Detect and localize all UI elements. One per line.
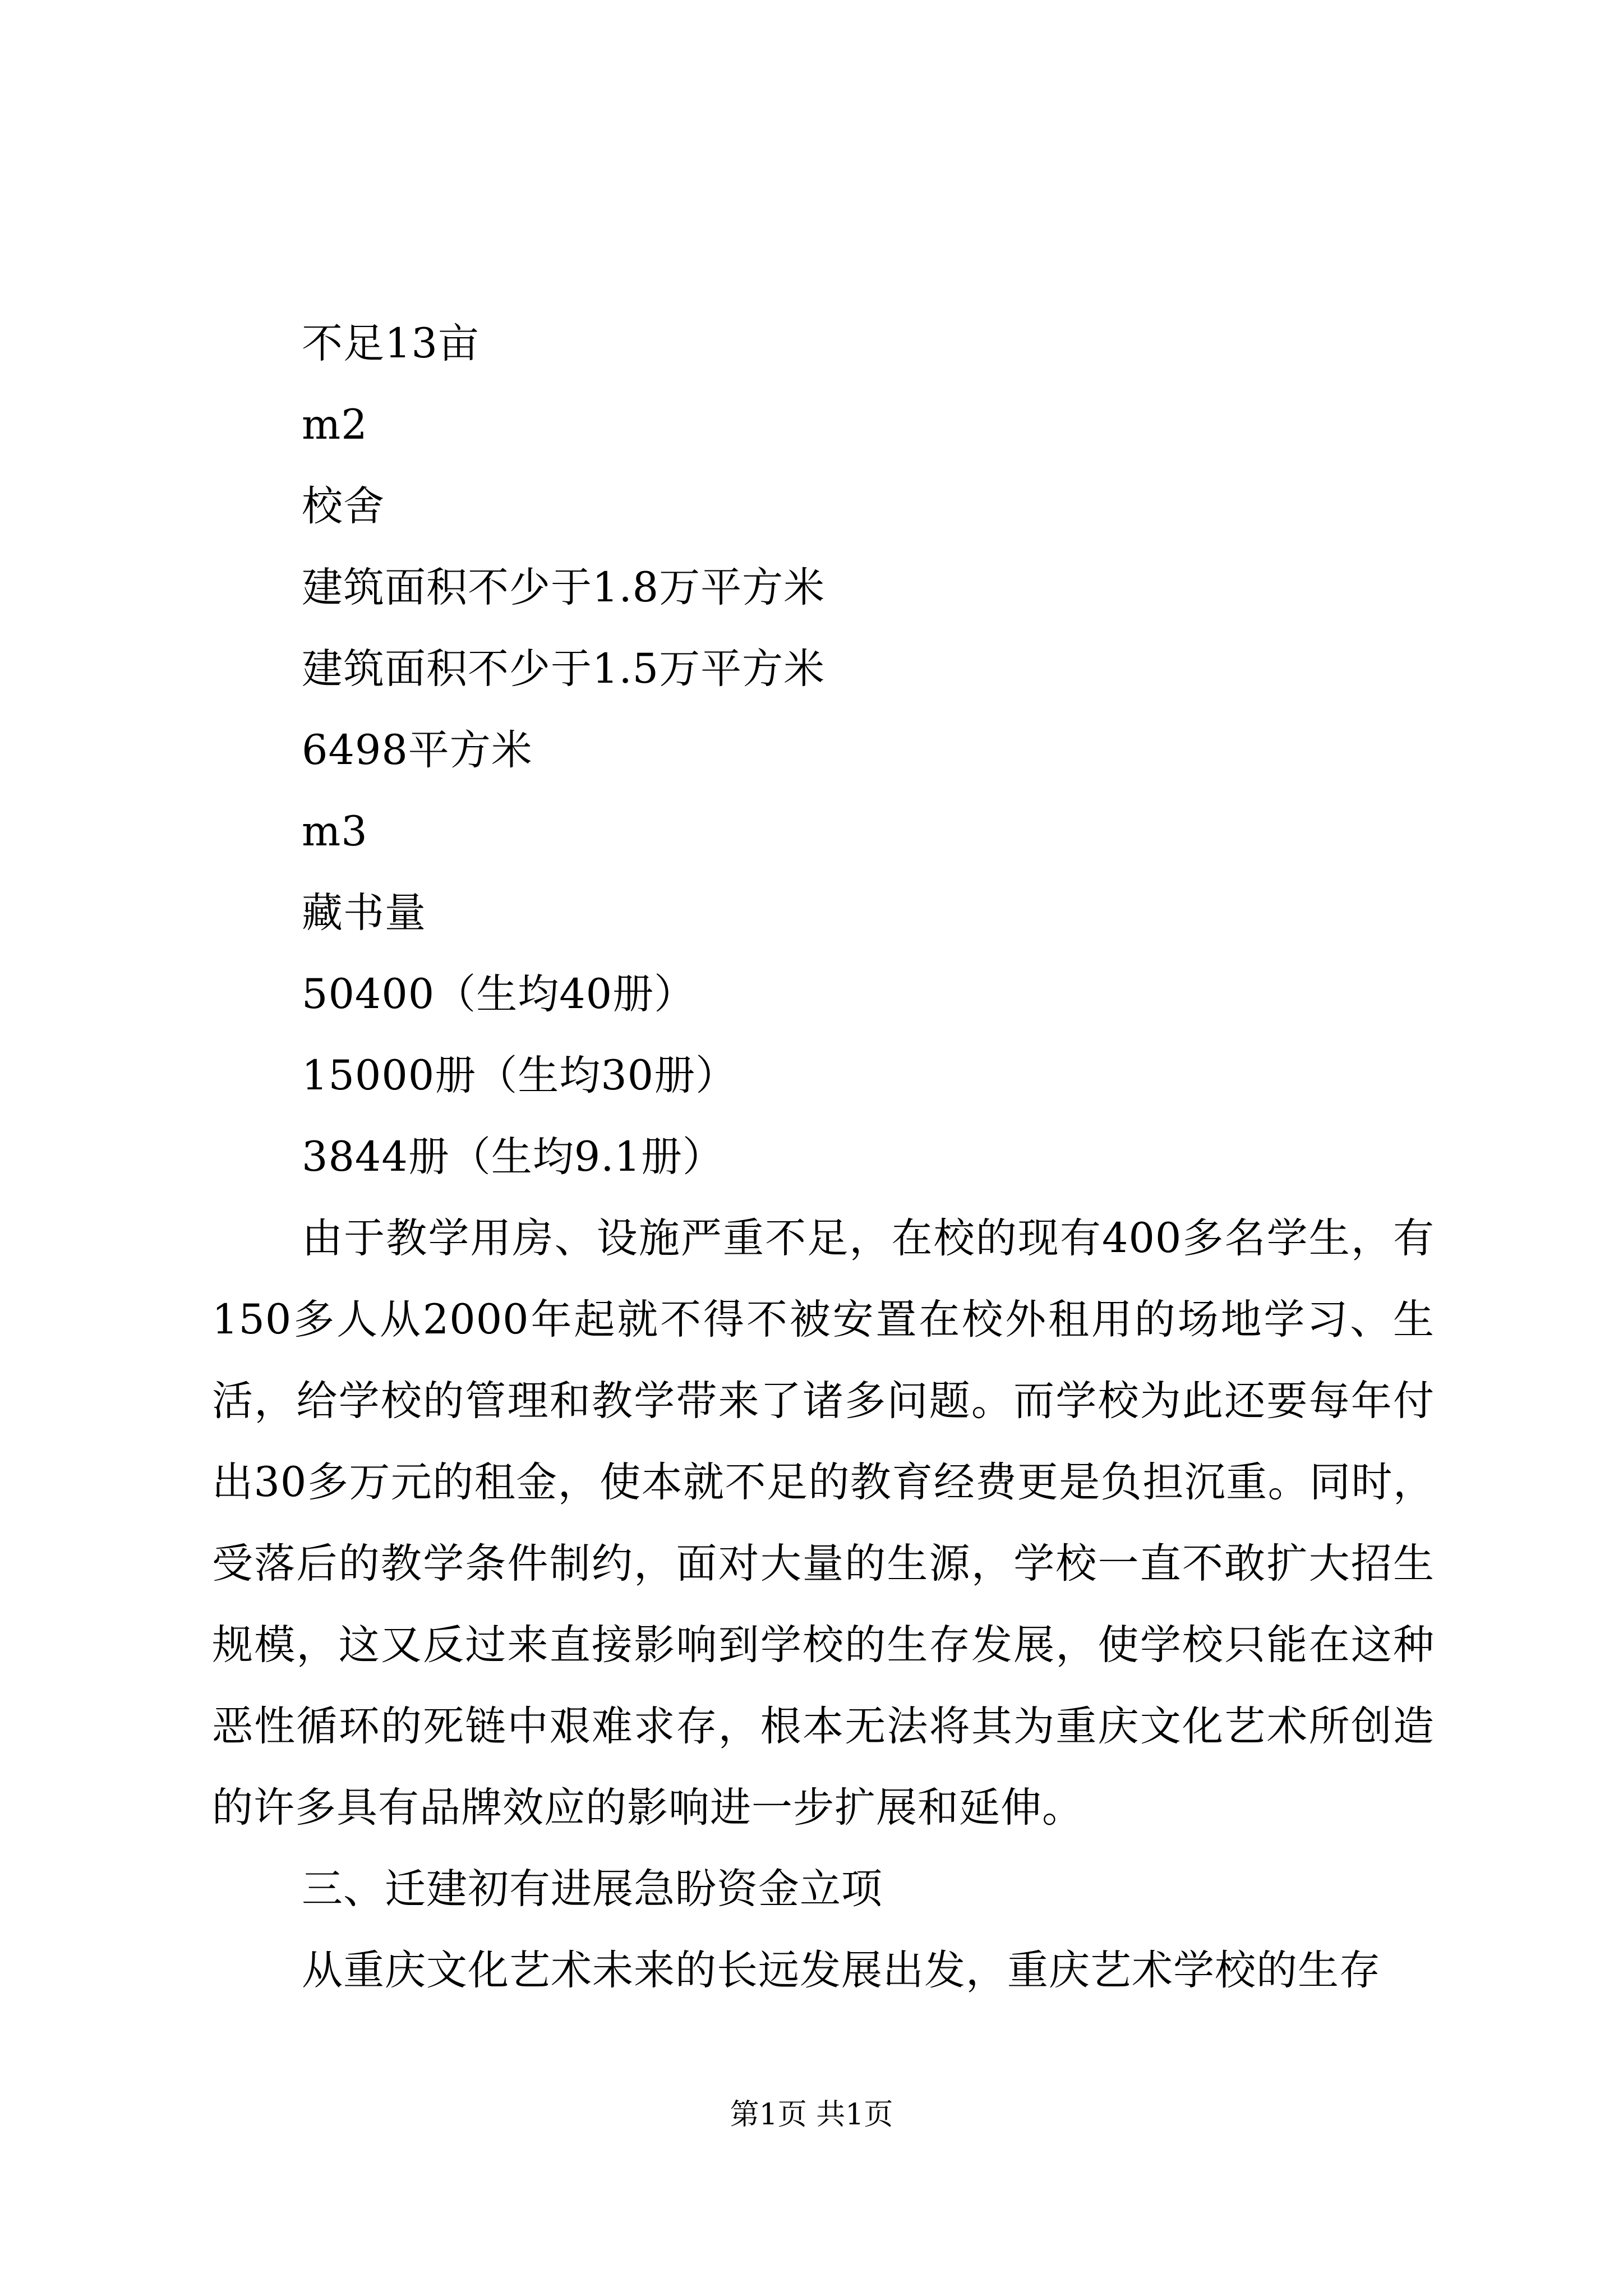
table-cell-site-area: 不足13亩: [302, 320, 479, 367]
paragraph-facility-shortage: 由于教学用房、设施严重不足，在校的现有400多名学生，有150多人从2000年起就不得不被安置在校外租用的场地学习、生活，给学校的管理和教学带来了诸多问题。而学校为此还要每年付出30多万元的租金，使本就不足的教育经费更是负担沉重。同时，受落后的教学条件制约，面对大量的生源，学校一直不敢扩大招生规模，这又反过来直接影响到学校的生存发展，使学校只能在这种恶性循环的死链中艰难求存，根本无法将其为重庆文化艺术所创造的许多具有品牌效应的影响进一步扩展和延伸。: [212, 1214, 1435, 1832]
label-book-collection: 藏书量: [302, 889, 426, 937]
building-area-requirement-2: 建筑面积不少于1.5万平方米: [302, 645, 826, 693]
book-collection-requirement-2: 15000册（生均30册）: [302, 1052, 737, 1099]
building-area-requirement-1: 建筑面积不少于1.8万平方米: [302, 564, 826, 611]
label-school-buildings: 校舍: [302, 482, 385, 530]
document-body: [212, 303, 1435, 2011]
building-area-current: 6498平方米: [302, 726, 533, 774]
book-collection-requirement-1: 50400（生均40册）: [302, 970, 696, 1018]
section-heading-3: 三、迁建初有进展急盼资金立项: [302, 1865, 883, 1913]
book-collection-current: 3844册（生均9.1册）: [302, 1133, 724, 1181]
paragraph-long-term-development: 从重庆文化艺术未来的长远发展出发，重庆艺术学校的生存: [302, 1947, 1381, 1994]
unit-m2: m2: [302, 401, 368, 449]
unit-m3: m3: [302, 808, 368, 855]
page-footer: 第1页 共1页: [730, 2098, 893, 2132]
